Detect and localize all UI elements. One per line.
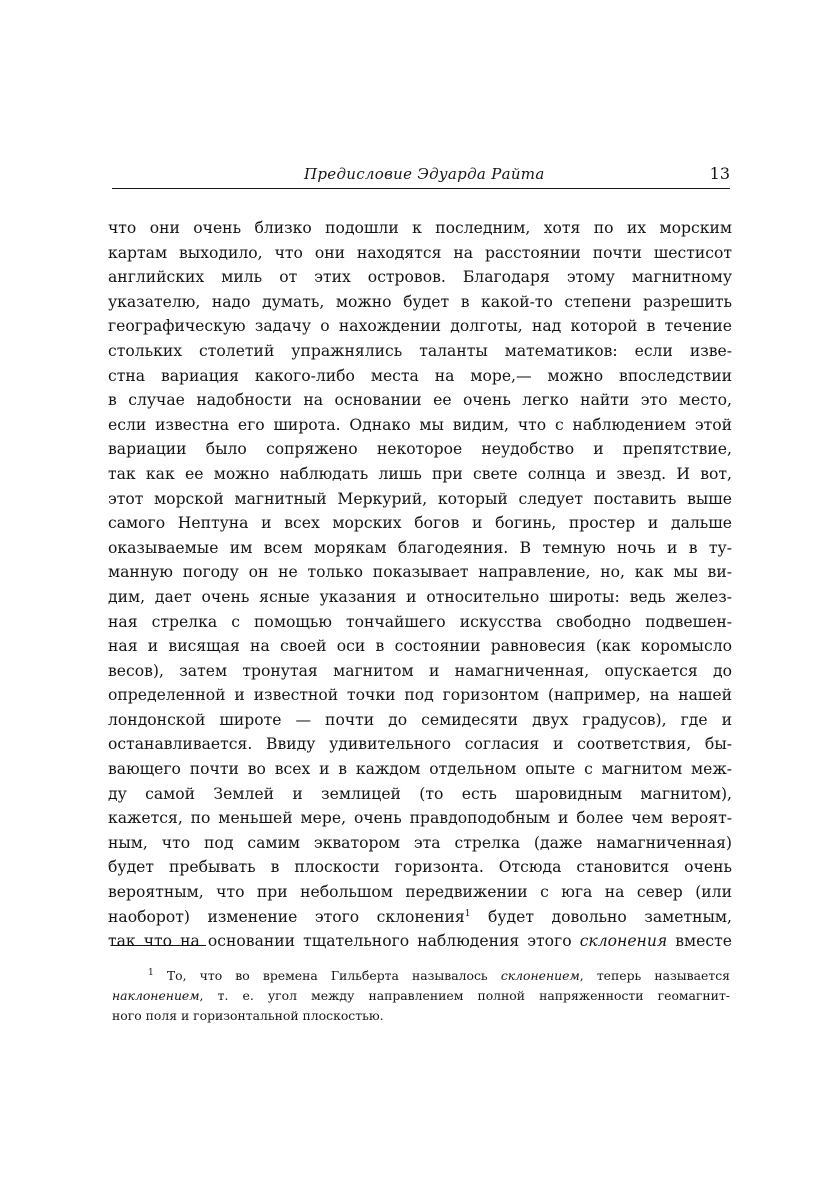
text-line: ду самой Землей и землицей (то есть шаровидным магнитом), xyxy=(108,784,732,803)
text-line: стольких столетий упражнялись таланты математиков: если изве- xyxy=(108,341,732,360)
footnote-line xyxy=(112,986,730,1006)
text-line: вариации было сопряжено некоторое неудобство и препятствие, xyxy=(108,440,732,459)
footnote-segment: То, что во времена Гильберта называлось xyxy=(153,968,501,983)
text-line: этот морской магнитный Меркурий, который следует поставить выше xyxy=(108,489,732,508)
running-head xyxy=(112,163,730,187)
header-rule xyxy=(112,188,730,189)
text-line: вающего почти во всех и в каждом отдельном опыте с магнитом меж- xyxy=(108,760,732,779)
text-line: в случае надобности на основании ее очень легко найти это место, xyxy=(108,391,732,410)
footnote-mark: 1 xyxy=(148,967,154,978)
footnote-line xyxy=(112,966,730,986)
footnote-segment: , т. е. угол между направлением полной напряженности геомагнит- xyxy=(199,988,730,1003)
text-line: самого Нептуна и всех морских богов и богинь, простер и дальше xyxy=(108,514,732,533)
footnote xyxy=(112,966,730,1026)
text-segment: вместе xyxy=(667,932,733,951)
running-title: Предисловие Эдуарда Райта xyxy=(304,165,545,183)
footnote-reference: 1 xyxy=(464,908,471,919)
text-line: если известна его широта. Однако мы видим, что с наблюдением этой xyxy=(108,415,732,434)
footnote-term: склонением xyxy=(500,968,580,983)
text-segment: будет довольно заметным, xyxy=(470,907,733,926)
page-number: 13 xyxy=(709,164,730,183)
text-line: стна вариация какого-либо места на море,— можно впоследствии xyxy=(108,366,732,385)
text-line: географическую задачу о нахождении долготы, над которой в течение xyxy=(108,317,732,336)
body-text xyxy=(108,216,732,954)
text-line: указателю, надо думать, можно будет в какой-то степени разрешить xyxy=(108,292,732,311)
text-line: определенной и известной точки под горизонтом (например, на нашей xyxy=(108,686,732,705)
text-line: что они очень близко подошли к последним, хотя по их морским xyxy=(108,219,732,237)
footnote-line: ного поля и горизонтальной плоскостью. xyxy=(112,1008,384,1023)
footnote-term: наклонением xyxy=(112,988,200,1003)
text-line: вероятным, что при небольшом передвижении с юга на север (или xyxy=(108,883,732,902)
emphasis-term: склонения xyxy=(579,932,668,951)
text-line: дим, дает очень ясные указания и относительно широты: ведь желез- xyxy=(108,587,732,606)
text-line: английских миль от этих островов. Благодаря этому магнитному xyxy=(108,268,732,287)
text-line: весов), затем тронутая магнитом и намагниченная, опускается до xyxy=(108,661,732,680)
text-line: ным, что под самим экватором эта стрелка (даже намагниченная) xyxy=(108,833,732,852)
footnote-segment: , теперь называется xyxy=(579,968,730,983)
text-line: кажется, по меньшей мере, очень правдоподобным и более чем вероят- xyxy=(108,809,732,828)
text-segment: так что на основании тщательного наблюдения этого xyxy=(108,932,580,951)
text-line: манную погоду он не только показывает направление, но, как мы ви- xyxy=(108,563,732,582)
text-line xyxy=(108,929,732,954)
text-line: оказываемые им всем морякам благодеяния. В темную ночь и в ту- xyxy=(108,538,732,557)
text-line: лондонской широте — почти до семидесяти двух градусов), где и xyxy=(108,710,732,729)
text-line: так как ее можно наблюдать лишь при свете солнца и звезд. И вот, xyxy=(108,464,732,483)
text-line: будет пребывать в плоскости горизонта. Отсюда становится очень xyxy=(108,858,732,877)
text-line: картам выходило, что они находятся на расстоянии почти шестисот xyxy=(108,243,732,262)
text-line xyxy=(108,905,732,930)
text-line: ная стрелка с помощью тончайшего искусства свободно подвешен- xyxy=(108,612,732,631)
text-segment: наоборот) изменение этого склонения xyxy=(108,907,465,926)
footnote-rule xyxy=(112,945,206,946)
text-line: ная и висящая на своей оси в состоянии равновесия (как коромысло xyxy=(108,637,732,656)
text-line: останавливается. Ввиду удивительного согласия и соответствия, бы- xyxy=(108,735,732,754)
